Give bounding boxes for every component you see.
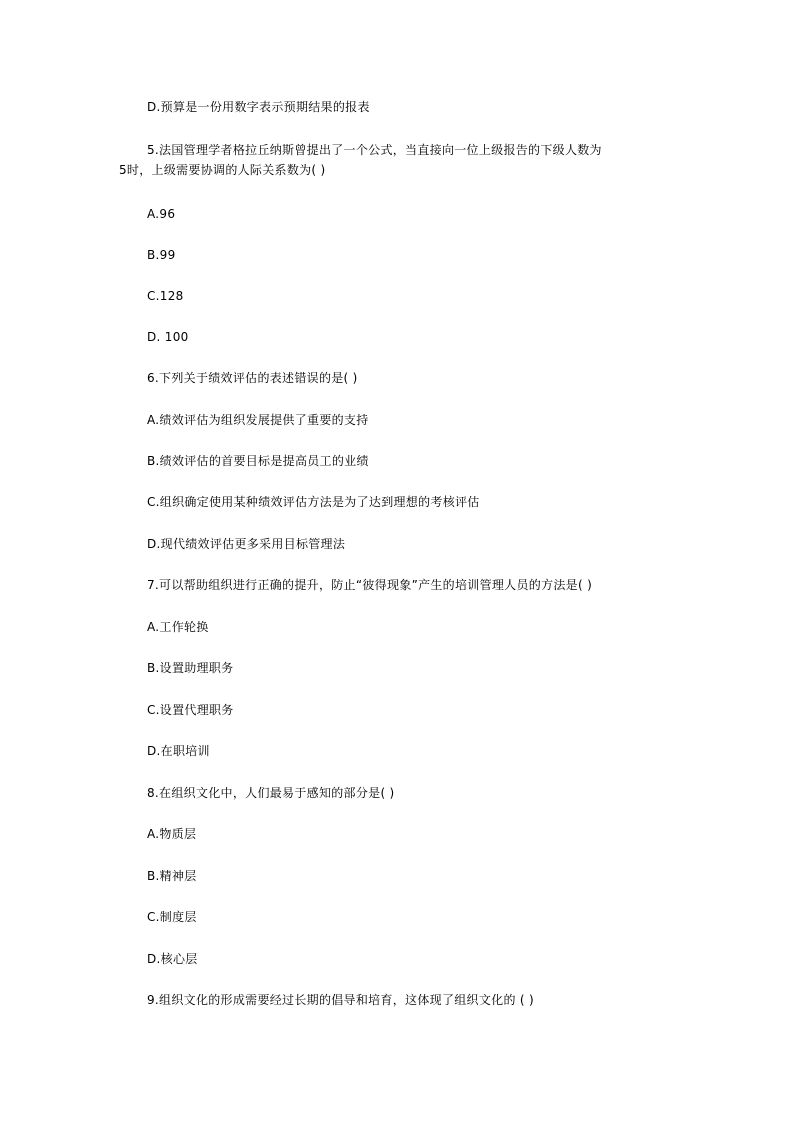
question-5-text-cont: 5时，上级需要协调的人际关系数为( ) — [119, 163, 326, 177]
q6-option-d: D.现代绩效评估更多采用目标管理法 — [147, 537, 346, 551]
q7-option-d: D.在职培训 — [147, 744, 210, 758]
question-7-text: 7.可以帮助组织进行正确的提升，防止“彼得现象”产生的培训管理人员的方法是( ) — [147, 578, 593, 592]
question-5-text: 5.法国管理学者格拉丘纳斯曾提出了一个公式，当直接向一位上级报告的下级人数为 — [147, 143, 602, 157]
q5-option-a: A.96 — [147, 207, 176, 221]
q7-option-a: A.工作轮换 — [147, 620, 209, 634]
q6-option-c: C.组织确定使用某种绩效评估方法是为了达到理想的考核评估 — [147, 495, 480, 509]
q8-option-d: D.核心层 — [147, 952, 198, 966]
q7-option-c: C.设置代理职务 — [147, 703, 234, 717]
q7-option-b: B.设置助理职务 — [147, 661, 234, 675]
q5-option-d: D. 100 — [147, 330, 189, 344]
q5-option-b: B.99 — [147, 248, 176, 262]
question-8-text: 8.在组织文化中，人们最易于感知的部分是( ) — [147, 786, 395, 800]
q8-option-a: A.物质层 — [147, 827, 197, 841]
q8-option-c: C.制度层 — [147, 910, 197, 924]
question-6-text: 6.下列关于绩效评估的表述错误的是( ) — [147, 371, 358, 385]
question-9-text: 9.组织文化的形成需要经过长期的倡导和培育，这体现了组织文化的 ( ) — [147, 993, 534, 1007]
q8-option-b: B.精神层 — [147, 869, 197, 883]
q5-option-c: C.128 — [147, 289, 184, 303]
q6-option-a: A.绩效评估为组织发展提供了重要的支持 — [147, 413, 369, 427]
q4-option-d: D.预算是一份用数字表示预期结果的报表 — [147, 100, 370, 114]
q6-option-b: B.绩效评估的首要目标是提高员工的业绩 — [147, 454, 369, 468]
